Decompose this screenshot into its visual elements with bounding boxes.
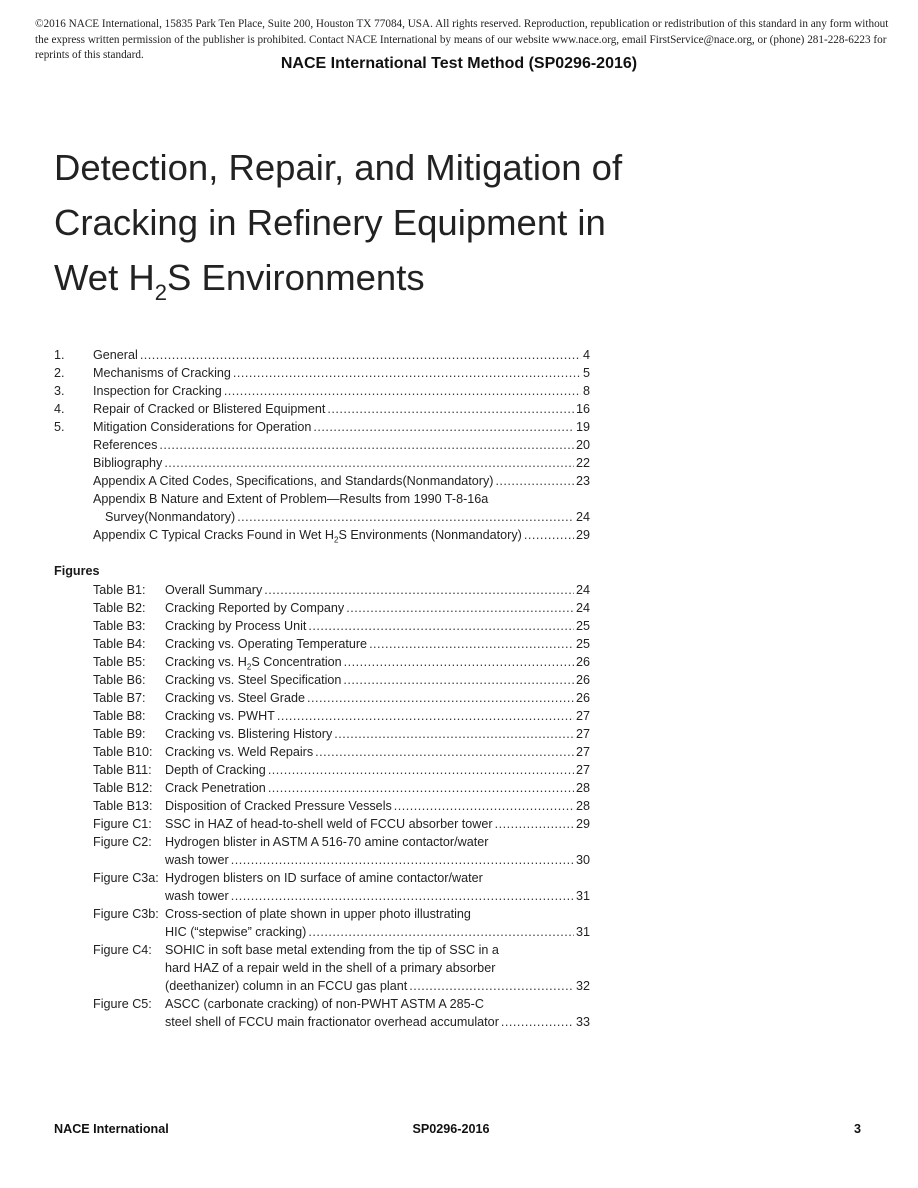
figure-label: Table B1: <box>93 583 146 597</box>
title-line-2: Cracking in Refinery Equipment in <box>54 202 606 243</box>
figures-heading: Figures <box>54 564 100 578</box>
figure-entry[interactable] <box>54 941 590 959</box>
figure-label: Table B2: <box>93 601 146 615</box>
figure-label: Figure C3a: <box>93 871 159 885</box>
figure-label: Table B13: <box>93 799 153 813</box>
figure-label: Table B10: <box>93 745 153 759</box>
toc-title: Appendix C Typical Cracks Found in Wet $H_2S$ Environments (Nonmandatory) <box>93 528 522 545</box>
figure-entry[interactable] <box>54 581 590 599</box>
figure-title: Depth of Cracking <box>165 763 266 777</box>
figure-entry[interactable] <box>54 833 590 851</box>
toc-title: Mechanisms of Cracking <box>93 366 231 380</box>
toc-entry[interactable] <box>54 472 590 490</box>
toc-page: 20 <box>575 438 590 452</box>
figure-title: Cracking vs. Weld Repairs <box>165 745 314 759</box>
figure-title: Disposition of Cracked Pressure Vessels <box>165 799 392 813</box>
figure-page: 33 <box>575 1015 590 1029</box>
figure-entry[interactable] <box>54 797 590 815</box>
figure-label: Figure C5: <box>93 997 152 1011</box>
toc-number: 1. <box>54 348 65 362</box>
figure-title: Cracking Reported by Company <box>165 601 345 615</box>
figure-entry-continued[interactable] <box>54 977 590 995</box>
figure-title: Overall Summary <box>165 583 263 597</box>
toc-entry[interactable] <box>54 526 590 544</box>
footer-page-number: 3 <box>853 1122 861 1136</box>
figure-label: Table B7: <box>93 691 146 705</box>
toc-entry[interactable] <box>54 346 590 364</box>
header-title: NACE International Test Method (SP0296-2016) <box>280 55 638 72</box>
figure-page: 26 <box>575 673 590 687</box>
figure-label: Table B4: <box>93 637 146 651</box>
figure-title: SSC in HAZ of head-to-shell weld of FCCU absorber tower <box>165 817 493 831</box>
figure-label: Figure C1: <box>93 817 152 831</box>
toc-entry[interactable] <box>54 382 590 400</box>
figure-title: Hydrogen blisters on ID surface of amine contactor/water <box>165 871 483 885</box>
toc-page: 5 <box>582 366 590 380</box>
toc-page: 22 <box>575 456 590 470</box>
toc-page: 24 <box>575 510 590 524</box>
figure-title: hard HAZ of a repair weld in the shell of a primary absorber <box>165 961 496 975</box>
figure-entry[interactable] <box>54 689 590 707</box>
toc-number: 2. <box>54 366 65 380</box>
toc-title: Survey(Nonmandatory) <box>105 510 236 524</box>
figure-label: Table B8: <box>93 709 146 723</box>
figure-title: Cracking vs. PWHT <box>165 709 275 723</box>
figure-label: Figure C4: <box>93 943 152 957</box>
figure-page: 27 <box>575 727 590 741</box>
figure-title: Cross-section of plate shown in upper photo illustrating <box>165 907 471 921</box>
figures-list <box>54 581 590 1031</box>
toc-title: Repair of Cracked or Blistered Equipment <box>93 402 326 416</box>
figure-entry[interactable] <box>54 869 590 887</box>
toc-entry[interactable] <box>54 454 590 472</box>
figure-entry[interactable] <box>54 779 590 797</box>
figure-title: Cracking vs. Steel Specification <box>165 673 342 687</box>
toc-title: Bibliography <box>93 456 163 470</box>
toc-title: Mitigation Considerations for Operation <box>93 420 312 434</box>
footer-publisher: NACE International <box>54 1122 169 1136</box>
toc-number: 5. <box>54 420 65 434</box>
figure-page: 31 <box>575 889 590 903</box>
figure-label: Figure C2: <box>93 835 152 849</box>
figure-page: 27 <box>575 763 590 777</box>
figure-title: steel shell of FCCU main fractionator overhead accumulator <box>165 1015 499 1029</box>
figure-page: 26 <box>575 691 590 705</box>
table-of-contents <box>54 346 590 546</box>
figure-entry[interactable] <box>54 761 590 779</box>
title-line-1: Detection, Repair, and Mitigation of <box>54 147 623 188</box>
toc-number: 4. <box>54 402 65 416</box>
figure-title: Cracking vs. Blistering History <box>165 727 333 741</box>
figure-entry[interactable] <box>54 635 590 653</box>
figure-entry-continued[interactable] <box>54 959 590 977</box>
toc-number: 3. <box>54 384 65 398</box>
figure-page: 28 <box>575 781 590 795</box>
figure-entry[interactable] <box>54 815 590 833</box>
figure-label: Table B6: <box>93 673 146 687</box>
figure-page: 31 <box>575 925 590 939</box>
figure-label: Table B3: <box>93 619 146 633</box>
figure-entry-continued[interactable] <box>54 887 590 905</box>
toc-page: 16 <box>575 402 590 416</box>
document-title <box>54 140 814 305</box>
figure-entry-continued[interactable] <box>54 851 590 869</box>
figure-entry-continued[interactable] <box>54 923 590 941</box>
toc-page: 8 <box>582 384 590 398</box>
toc-entry[interactable] <box>54 400 590 418</box>
figure-title: HIC (“stepwise” cracking) <box>165 925 307 939</box>
figure-title: Cracking vs. $H_2S$ Concentration <box>165 655 342 672</box>
figure-label: Table B12: <box>93 781 153 795</box>
toc-title: Appendix A Cited Codes, Specifications, and Standards(Nonmandatory) <box>93 474 494 488</box>
figure-page: 26 <box>575 655 590 669</box>
figure-label: Table B9: <box>93 727 146 741</box>
toc-entry-continued[interactable] <box>54 508 590 526</box>
toc-entry[interactable] <box>54 436 590 454</box>
toc-title: General <box>93 348 138 362</box>
toc-page: 4 <box>582 348 590 362</box>
figure-page: 24 <box>575 583 590 597</box>
toc-page: 19 <box>575 420 590 434</box>
toc-entry[interactable] <box>54 490 590 508</box>
figure-page: 28 <box>575 799 590 813</box>
figure-entry[interactable] <box>54 995 590 1013</box>
figure-title: Hydrogen blister in ASTM A 516-70 amine contactor/water <box>165 835 489 849</box>
footer-document-number: SP0296-2016 <box>412 1122 490 1136</box>
figure-label: Table B5: <box>93 655 146 669</box>
figure-entry[interactable] <box>54 743 590 761</box>
toc-page: 23 <box>575 474 590 488</box>
figure-entry[interactable] <box>54 653 590 671</box>
figure-title: Crack Penetration <box>165 781 266 795</box>
toc-entry[interactable] <box>54 364 590 382</box>
figure-page: 27 <box>575 709 590 723</box>
figure-entry[interactable] <box>54 617 590 635</box>
figure-title: Cracking by Process Unit <box>165 619 307 633</box>
toc-title: References <box>93 438 158 452</box>
copyright-notice: ©2016 NACE International, 15835 Park Ten Place, Suite 200, Houston TX 77084, USA. All rights reserved. Reproduction, republication or redistribution of this standard in any form without the express written permission of the publisher is prohibited. Contact NACE International by means of our website www.nace.org, email FirstService@nace.org, or (phone) 281-228-6223 for reprints of this standard. <box>35 18 889 61</box>
figure-title: Cracking vs. Steel Grade <box>165 691 305 705</box>
figure-entry-continued[interactable] <box>54 1013 590 1031</box>
figure-title: wash tower <box>165 889 229 903</box>
title-line-3: Wet $H_2S$ Environments <box>54 257 425 305</box>
figure-entry[interactable] <box>54 671 590 689</box>
figure-page: 24 <box>575 601 590 615</box>
figure-entry[interactable] <box>54 599 590 617</box>
toc-entry[interactable] <box>54 418 590 436</box>
figure-page: 25 <box>575 619 590 633</box>
toc-page: 29 <box>575 528 590 542</box>
figure-title: (deethanizer) column in an FCCU gas plant <box>165 979 408 993</box>
figure-title: Cracking vs. Operating Temperature <box>165 637 368 651</box>
figure-entry[interactable] <box>54 707 590 725</box>
figure-entry[interactable] <box>54 725 590 743</box>
figure-page: 30 <box>575 853 590 867</box>
figure-page: 25 <box>575 637 590 651</box>
figure-entry[interactable] <box>54 905 590 923</box>
figure-title: wash tower <box>165 853 229 867</box>
figure-title: ASCC (carbonate cracking) of non-PWHT ASTM A 285-C <box>165 997 484 1011</box>
figure-label: Table B11: <box>93 763 152 777</box>
figure-label: Figure C3b: <box>93 907 159 921</box>
figure-title: SOHIC in soft base metal extending from the tip of SSC in a <box>165 943 499 957</box>
toc-title: Appendix B Nature and Extent of Problem—Results from 1990 T-8-16a <box>93 492 489 506</box>
figure-page: 27 <box>575 745 590 759</box>
toc-title: Inspection for Cracking <box>93 384 222 398</box>
figure-page: 32 <box>575 979 590 993</box>
figure-page: 29 <box>575 817 590 831</box>
